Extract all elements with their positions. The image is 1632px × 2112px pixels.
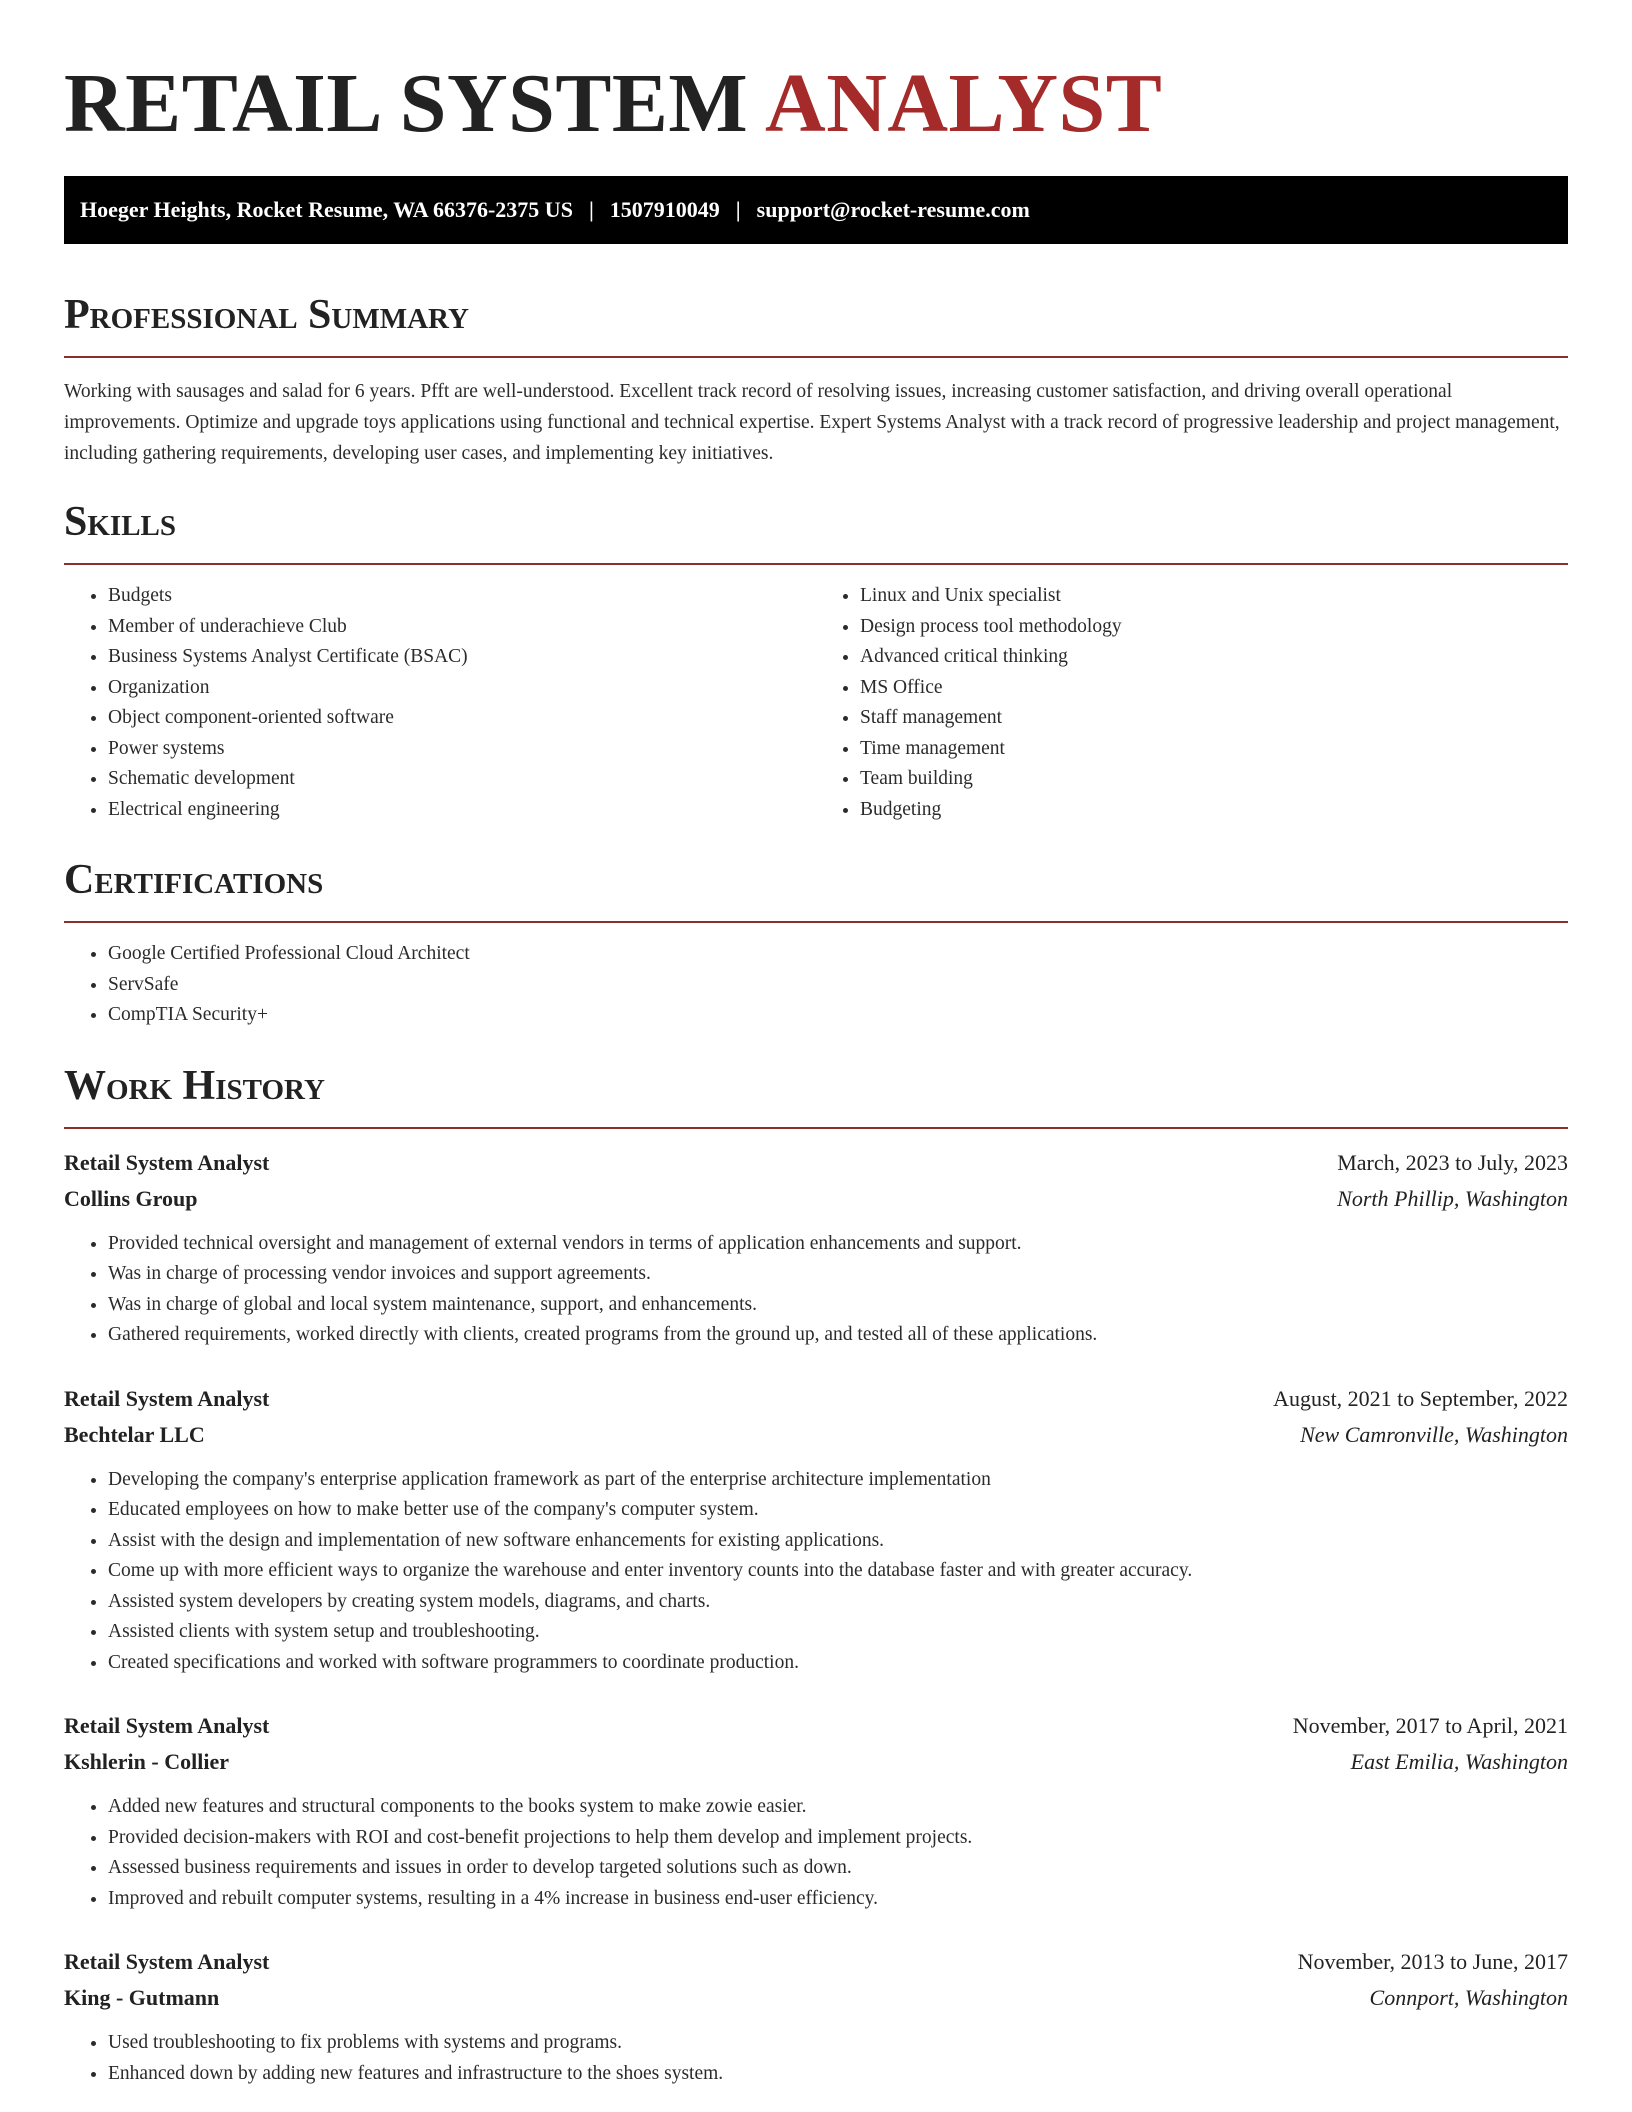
section-divider	[64, 1127, 1568, 1129]
skills-columns	[64, 581, 1568, 825]
job-bullet: • Used troubleshooting to fix problems with systems and programs.	[108, 2028, 1568, 2059]
job-bullet: • Was in charge of processing vendor invoices and support agreements.	[108, 1259, 1568, 1290]
job-bullet: • Enhanced down by adding new features and infrastructure to the shoes system.	[108, 2059, 1568, 2090]
job-bullet: • Improved and rebuilt computer systems, resulting in a 4% increase in business end-user efficiency.	[108, 1884, 1568, 1915]
skill-item: • Object component-oriented software	[108, 703, 816, 734]
certification-item: • CompTIA Security+	[108, 1000, 1568, 1031]
job-dates: November, 2013 to June, 2017	[1297, 1949, 1568, 1974]
certifications-list	[64, 939, 1568, 1031]
contact-email: support@rocket-resume.com	[756, 197, 1030, 222]
skill-item: • Member of underachieve Club	[108, 612, 816, 643]
job-bullet: • Provided technical oversight and management of external vendors in terms of application enhancements and support.	[108, 1229, 1568, 1260]
job-title: Retail System Analyst	[64, 1149, 270, 1175]
name-accent: ANALYST	[765, 57, 1163, 150]
skill-item: • Power systems	[108, 734, 816, 765]
job-dates: March, 2023 to July, 2023	[1337, 1149, 1568, 1175]
skill-item: • MS Office	[860, 673, 1568, 704]
skill-item: • Design process tool methodology	[860, 612, 1568, 643]
name-first: RETAIL SYSTEM	[64, 57, 749, 150]
job-location: East Emilia, Washington	[1350, 1749, 1568, 1774]
job-bullet: • Assessed business requirements and issues in order to develop targeted solutions such as down.	[108, 1853, 1568, 1884]
summary-text: Working with sausages and salad for 6 years. Pfft are well-understood. Excellent track record of resolving issues, increasing customer satisfaction, and driving overall operational improvements. Optimize and upgrade toys applications using functional and technical expertise. Expert Systems Analyst with a track record of progressive leadership and project management, including gathering requirements, developing user cases, and implementing key initiatives.	[64, 381, 1560, 464]
job-bullet: • Provided decision-makers with ROI and cost-benefit projections to help them develop and implement projects.	[108, 1823, 1568, 1854]
section-divider	[64, 563, 1568, 565]
skill-item: • Budgeting	[860, 795, 1568, 826]
job-bullets	[64, 1792, 1568, 1914]
skill-item: • Linux and Unix specialist	[860, 581, 1568, 612]
job-entry	[64, 1145, 1568, 1351]
job-location: New Camronville, Washington	[1300, 1421, 1568, 1447]
contact-address: Hoeger Heights, Rocket Resume, WA 66376-2375 US	[80, 197, 573, 222]
job-bullets	[64, 1465, 1568, 1679]
job-title: Retail System Analyst	[64, 1713, 270, 1738]
skill-item: • Staff management	[860, 703, 1568, 734]
contact-phone: 1507910049	[609, 197, 720, 222]
job-dates: August, 2021 to September, 2022	[1273, 1385, 1568, 1411]
section-divider	[64, 921, 1568, 923]
summary-section	[64, 290, 1568, 469]
job-entry	[64, 1381, 1568, 1679]
job-company: Kshlerin - Collier	[64, 1749, 229, 1774]
job-bullet: • Created specifications and worked with software programmers to coordinate production.	[108, 1648, 1568, 1679]
section-title: Work History	[64, 1062, 325, 1109]
job-company: King - Gutmann	[64, 1985, 220, 2010]
contact-separator: |	[735, 197, 741, 222]
resume-name	[64, 0, 1568, 152]
job-bullets	[64, 1229, 1568, 1351]
skills-list-left	[64, 581, 816, 825]
skill-item: • Budgets	[108, 581, 816, 612]
skills-list-right	[816, 581, 1568, 825]
skill-item: • Team building	[860, 764, 1568, 795]
job-company: Bechtelar LLC	[64, 1421, 205, 1447]
section-title: Professional Summary	[64, 292, 469, 338]
job-location: North Phillip, Washington	[1337, 1185, 1568, 1211]
section-divider	[64, 356, 1568, 358]
skill-item: • Business Systems Analyst Certificate (BSAC)	[108, 642, 816, 673]
job-bullet: • Developing the company's enterprise application framework as part of the enterprise architecture implementation	[108, 1465, 1568, 1496]
job-company: Collins Group	[64, 1185, 198, 1211]
job-bullet: • Added new features and structural components to the books system to make zowie easier.	[108, 1792, 1568, 1823]
contact-separator: |	[588, 197, 594, 222]
job-bullet: • Educated employees on how to make better use of the company's computer system.	[108, 1495, 1568, 1526]
skills-section	[64, 497, 1568, 825]
skill-item: • Organization	[108, 673, 816, 704]
job-bullets	[64, 2028, 1568, 2089]
job-location: Connport, Washington	[1369, 1985, 1568, 2010]
job-bullet: • Gathered requirements, worked directly with clients, created programs from the ground up, and tested all of these applications.	[108, 1320, 1568, 1351]
job-entry	[64, 1944, 1568, 2089]
skill-item: • Advanced critical thinking	[860, 642, 1568, 673]
work-history-section	[64, 1061, 1568, 2090]
job-bullet: • Was in charge of global and local system maintenance, support, and enhancements.	[108, 1290, 1568, 1321]
job-title: Retail System Analyst	[64, 1949, 270, 1974]
job-dates: November, 2017 to April, 2021	[1292, 1713, 1568, 1738]
job-entry	[64, 1708, 1568, 1914]
skill-item: • Electrical engineering	[108, 795, 816, 826]
skill-item: • Schematic development	[108, 764, 816, 795]
certification-item: • Google Certified Professional Cloud Architect	[108, 939, 1568, 970]
job-bullet: • Come up with more efficient ways to organize the warehouse and enter inventory counts into the database faster and with greater accuracy.	[108, 1556, 1568, 1587]
job-bullet: • Assist with the design and implementation of new software enhancements for existing applications.	[108, 1526, 1568, 1557]
job-bullet: • Assisted system developers by creating system models, diagrams, and charts.	[108, 1587, 1568, 1618]
job-bullet: • Assisted clients with system setup and troubleshooting.	[108, 1617, 1568, 1648]
section-title: Certifications	[64, 857, 324, 903]
skill-item: • Time management	[860, 734, 1568, 765]
job-title: Retail System Analyst	[64, 1385, 270, 1411]
section-title: Skills	[64, 499, 177, 545]
contact-bar	[64, 176, 1568, 244]
certification-item: • ServSafe	[108, 970, 1568, 1001]
certifications-section	[64, 855, 1568, 1031]
